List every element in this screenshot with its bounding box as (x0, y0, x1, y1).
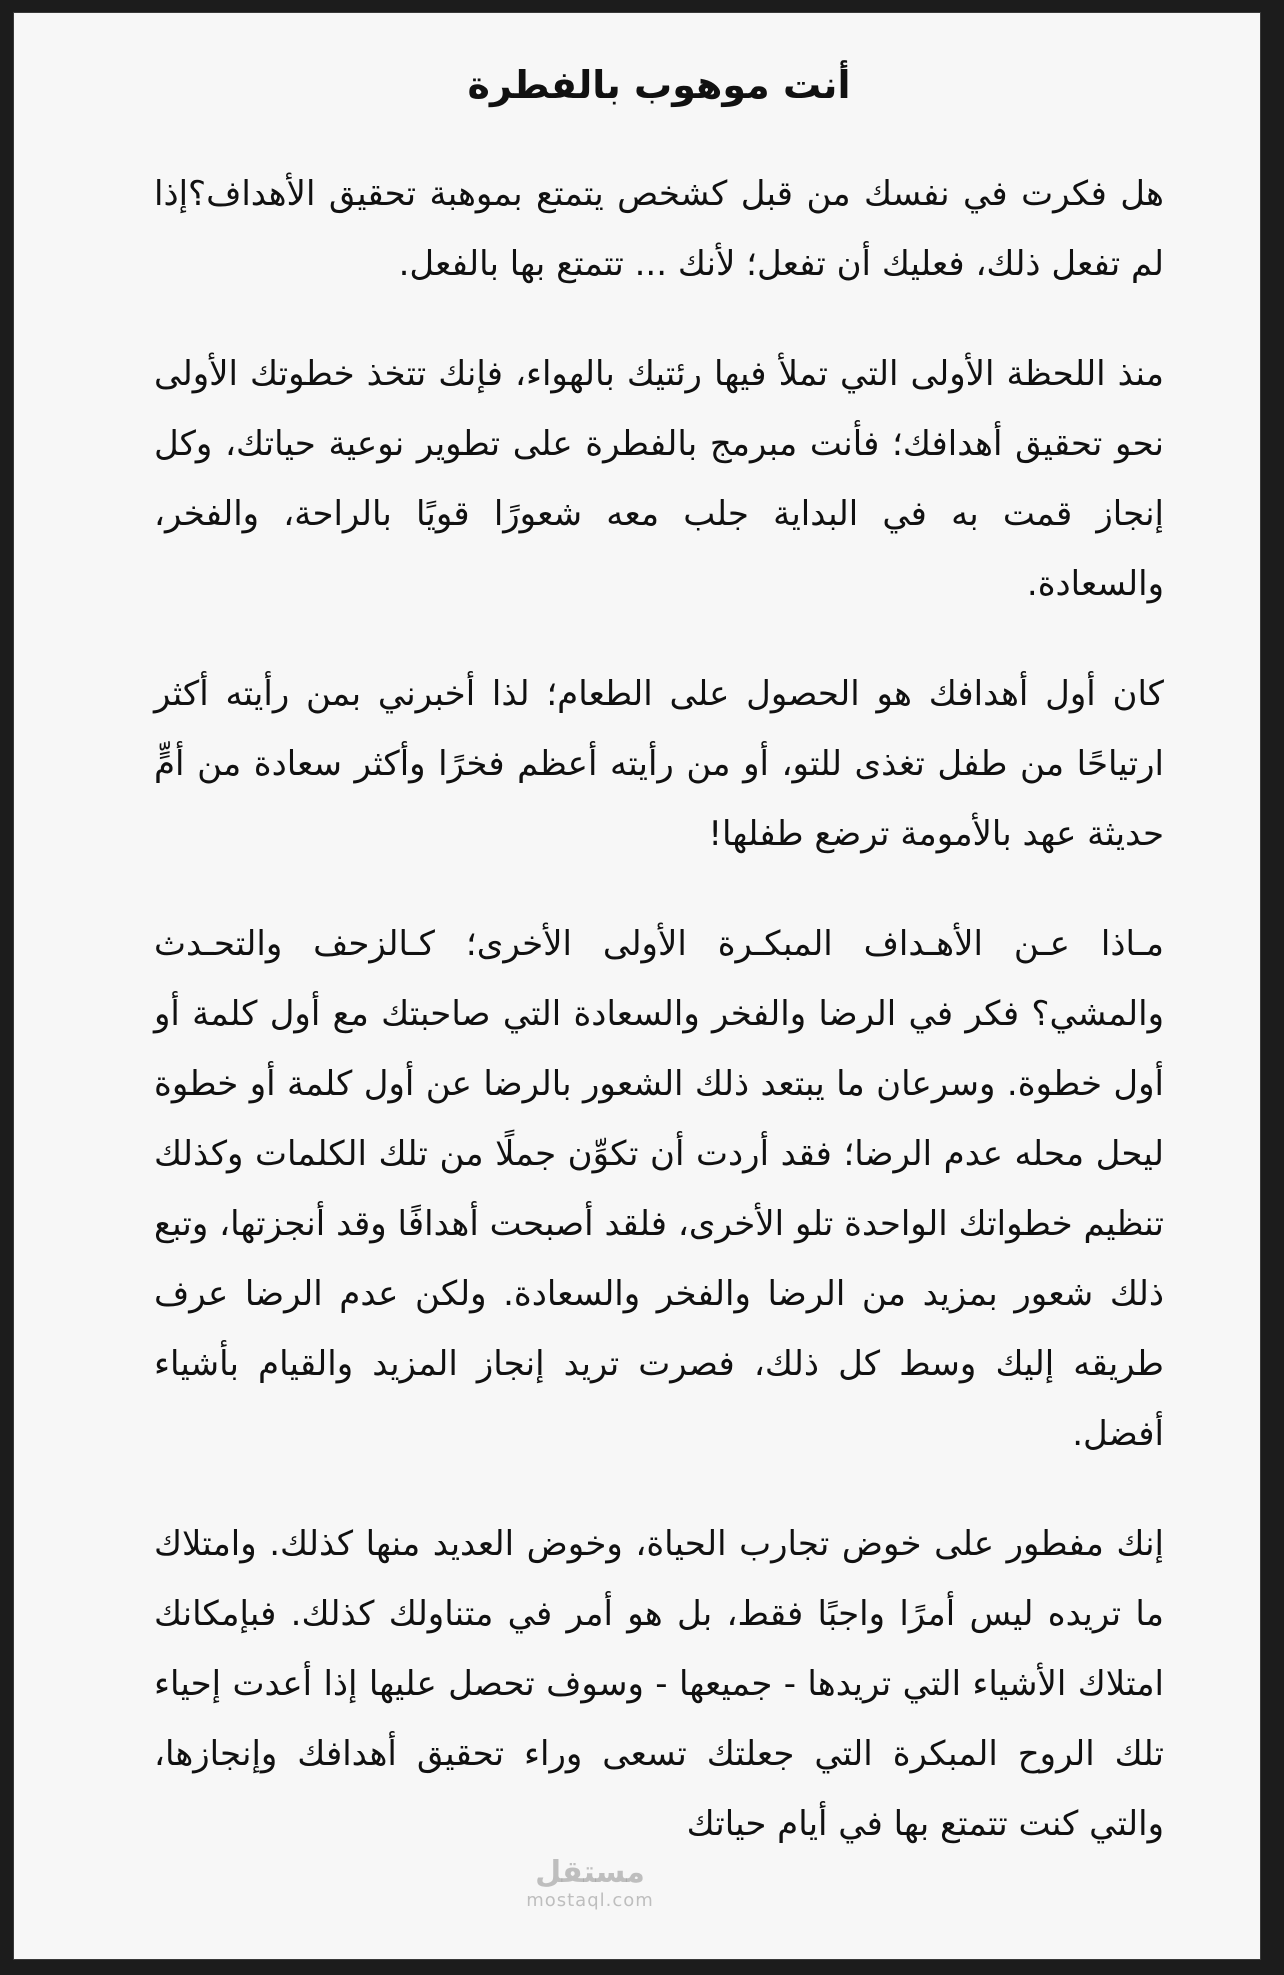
paragraph-4: مـاذا عـن الأهـداف المبكـرة الأولى الأخرى؛ كـالزحف والتحـدث والمشي؟ فكر في الرضا والفخر والسعادة التي صاحبتك مع أول كلمة أو أول خطوة. وسرعان ما يبتعد ذلك الشعور بالرضا عن أول كلمة أو خطوة ليحل محله عدم الرضا؛ فقد أردت أن تكوِّن جملًا من تلك الكلمات وكذلك تنظيم خطواتك الواحدة تلو الأخرى، فلقد أصبحت أهدافًا وقد أنجزتها، وتبع ذلك شعور بمزيد من الرضا والفخر والسعادة. ولكن عدم الرضا عرف طريقه إليك وسط كل ذلك، فصرت تريد إنجاز المزيد والقيام بأشياء أفضل. (154, 924, 1164, 1454)
document-page (13, 12, 1261, 1960)
page-title: أنت موهوب بالفطرة (467, 63, 851, 107)
paragraph-5: إنك مفطور على خوض تجارب الحياة، وخوض العديد منها كذلك. وامتلاك ما تريده ليس أمرًا واجبًا فقط، بل هو أمر في متناولك كذلك. فبإمكانك امتلاك الأشياء التي تريدها - جميعها - وسوف تحصل عليها إذا أعدت إحياء تلك الروح المبكرة التي جعلتك تسعى وراء تحقيق أهدافك وإنجازها، والتي كنت تتمتع بها في أيام حياتك (154, 1524, 1164, 1844)
watermark-logo: مستقل (535, 1855, 645, 1890)
paragraph-2: منذ اللحظة الأولى التي تملأ فيها رئتيك بالهواء، فإنك تتخذ خطوتك الأولى نحو تحقيق أهدافك؛ فأنت مبرمج بالفطرة على تطوير نوعية حياتك، وكل إنجاز قمت به في البداية جلب معه شعورًا قويًا بالراحة، والفخر، والسعادة. (154, 354, 1164, 604)
document-body (154, 51, 1164, 1899)
paragraph-3: كان أول أهدافك هو الحصول على الطعام؛ لذا أخبرني بمن رأيته أكثر ارتياحًا من طفل تغذى للتو، أو من رأيته أعظم فخرًا وأكثر سعادة من أمٍّ حديثة عهد بالأمومة ترضع طفلها! (154, 674, 1164, 854)
paragraph-1: هل فكرت في نفسك من قبل كشخص يتمتع بموهبة تحقيق الأهداف؟إذا لم تفعل ذلك، فعليك أن تفعل؛ لأنك ... تتمتع بها بالفعل. (154, 174, 1164, 284)
watermark-site: mostaql.com (526, 1890, 654, 1911)
